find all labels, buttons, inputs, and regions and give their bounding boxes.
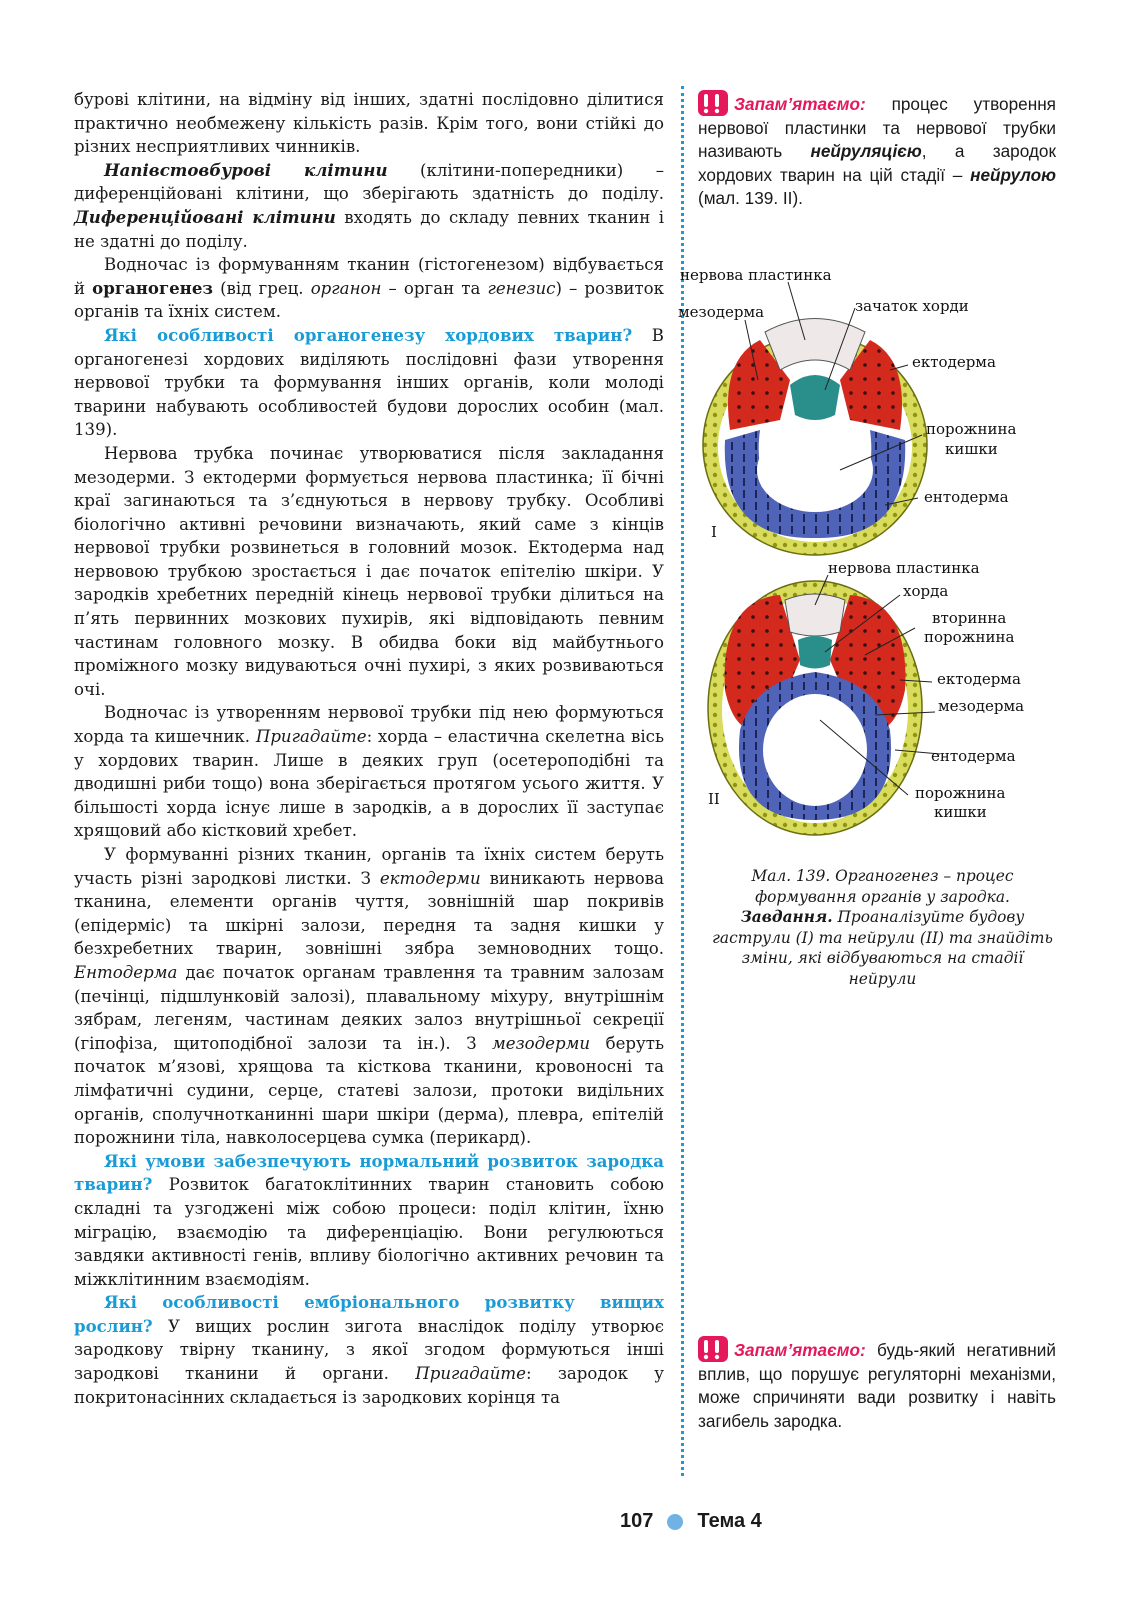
- text-run: дає початок органам травлення та травним залозам (печінці, підшлунковій залозі), плавальному міхуру, внутрішнім зябрам, легеням, частинам деяких залоз внутрішньої секреції (гіпофіза, щитоподібної залози та ін.). З: [74, 962, 664, 1053]
- main-text-column: [74, 88, 664, 1409]
- paragraph: [74, 843, 664, 1150]
- figure-caption: [710, 866, 1055, 990]
- text-run: В органогенезі хордових виділяють послідовні фази утворення нервової трубки та формування інших органів, коли молоді тварини набувають особливостей будови дорослих особин (мал. 139).: [74, 325, 664, 440]
- memo-label: Запам’ятаємо:: [734, 94, 866, 114]
- text-run: Нервова трубка починає утворюватися після закладання мезодерми. З ектодерми формується нервова пластинка; її бічні краї загинаються та з’єднуються в нервову трубку. Особливі біологічно активні речовини визначають, який саме з кінців нервової трубки розвинеться в головний мозок. Ектодерма над нервовою трубкою зростається і дає початок епітелію шкіри. У зародків хребетних передній кінець нервової трубки ділиться на п’ять первинних мозкових пухирів, які відповідають певним частинам головного мозку. В обидва боки від майбутнього проміжного мозку видуваються очні пухирі, з яких розвиваються очі.: [74, 443, 664, 699]
- label-endoderm-1: ентодерма: [924, 488, 1009, 506]
- label-gut-cavity-1b: кишки: [945, 440, 998, 458]
- text-ital: органон: [310, 278, 382, 298]
- text-run: процес утворення нервової пластинки та нервової трубки називають: [698, 94, 1056, 162]
- text-term: нейрулою: [970, 164, 1056, 185]
- memo-box-neurulation: [698, 90, 1056, 211]
- topic-label: Тема 4: [697, 1510, 762, 1532]
- label-gut-cavity-2b: кишки: [934, 803, 987, 821]
- text-bold: органогенез: [92, 277, 213, 298]
- text-run: (клітини-попередники) – диференційовані клітини, що зберігають здатність до поділу.: [74, 160, 664, 204]
- paragraph: [74, 1150, 664, 1292]
- label-notochord: хорда: [903, 582, 949, 600]
- text-run: У формуванні різних тканин, органів та їхніх систем беруть участь різні зародкові листки. З: [74, 845, 664, 888]
- text-run: (від грец.: [212, 278, 311, 298]
- gastrula-diagram: [703, 319, 927, 556]
- label-mesoderm-2: мезодерма: [938, 697, 1025, 715]
- label-numeral-II: II: [708, 790, 720, 808]
- text-ital: Пригадайте: [255, 727, 367, 747]
- text-term: Диференційовані клітини: [74, 206, 336, 227]
- text-run: У вищих рослин зигота внаслідок поділу утворює зародкову твірну тканину, з якої згодом формуються інші зародкові тканини й органи.: [74, 1316, 664, 1384]
- text-ital: ектодерми: [379, 868, 481, 888]
- text-run: бурові клітини, на відміну від інших, здатні послідовно ділитися практично необмежену кількість разів. Крім того, вони стійкі до різних несприятливих чинників.: [74, 90, 664, 157]
- paragraph: [74, 442, 664, 702]
- text-run: будь-який негативний вплив, що порушує регуляторні механізми, може спричиняти вади розвитку і навіть загибель зародка.: [698, 1340, 1056, 1431]
- label-ectoderm-1: ектодерма: [912, 353, 996, 371]
- text-run: Проаналізуйте будову гаструли (І) та нейрули (ІІ) та знайдіть зміни, які відбуваються на стадії нейрули: [712, 908, 1053, 988]
- label-secondary-cavity-b: порожнина: [924, 628, 1015, 646]
- text-term: Напівстовбурові клітини: [104, 159, 388, 180]
- text-ital: Пригадайте: [415, 1364, 526, 1384]
- text-ital: генезис: [487, 278, 556, 298]
- label-mesoderm-1: мезодерма: [678, 303, 765, 321]
- paragraph: [74, 701, 664, 843]
- text-ital: мезодерми: [492, 1033, 591, 1053]
- text-run: , а зародок хордових тварин на цій стадії –: [698, 141, 1057, 185]
- label-gut-cavity-2a: порожнина: [915, 784, 1006, 802]
- memo-box-negative-influence: [698, 1336, 1056, 1433]
- text-run: : зародок у покритонасінних складається із зародкових корінця та: [74, 1364, 664, 1407]
- paragraph: [74, 253, 664, 324]
- paragraph: [74, 88, 664, 159]
- text-bold: Завдання.: [740, 908, 833, 927]
- text-run: Мал. 139. Органогенез – процес формування органів у зародка.: [751, 867, 1014, 906]
- label-neural-plate-2: нервова пластинка: [828, 559, 980, 577]
- text-term: нейруляцією: [810, 141, 922, 162]
- paragraph: [74, 159, 664, 253]
- text-run: Водночас із утворенням нервової трубки під нею формуються хорда та кишечник.: [74, 703, 664, 747]
- memo-exclamation-icon: [698, 90, 728, 116]
- label-ectoderm-2: ектодерма: [937, 670, 1021, 688]
- dot-separator-icon: [667, 1514, 683, 1530]
- text-run: беруть початок м’язові, хрящова та кісткова тканини, кровоносні та лімфатичні судини, серце, статеві залози, протоки видільних органів, сполучнотканинні шари шкіри (дерма), плевра, епітелій порожнини тіла, навколосерцева сумка (перикард).: [74, 1033, 664, 1148]
- label-endoderm-2: ентодерма: [931, 747, 1016, 765]
- text-run: ) – розвиток органів та їхніх систем.: [74, 278, 664, 322]
- label-neural-plate-1: нервова пластинка: [680, 266, 832, 284]
- text-q: Які умови забезпечують нормальний розвиток зародка тварин?: [74, 1150, 664, 1195]
- text-q: Які особливості органогенезу хордових тварин?: [104, 324, 633, 345]
- text-run: Розвиток багатоклітинних тварин становить собою складні та узгоджені між собою процеси: поділ клітин, їхню міграцію, взаємодію та диференціацію. Вони регулюються завдяки активності генів, впливу біологічно активних речовин та міжклітинним взаємодіям.: [74, 1175, 664, 1289]
- label-notochord-primordium: зачаток хорди: [855, 297, 969, 315]
- text-run: Водночас із формуванням тканин (гістогенезом) відбувається й: [74, 255, 664, 298]
- text-run: входять до складу певних тканин і не здатні до поділу.: [74, 207, 665, 251]
- memo-exclamation-icon: [698, 1336, 728, 1362]
- text-q: Які особливості ембріонального розвитку вищих рослин?: [74, 1292, 664, 1336]
- label-secondary-cavity-a: вторинна: [932, 609, 1007, 627]
- page-footer: [620, 1510, 762, 1533]
- paragraph: [74, 324, 664, 442]
- text-run: – орган та: [381, 278, 488, 298]
- text-ital: Ентодерма: [74, 962, 178, 982]
- label-numeral-I: I: [711, 523, 717, 541]
- memo-label: Запам’ятаємо:: [734, 1340, 866, 1360]
- text-run: виникають нервова тканина, елементи органів чуття, зовнішній шар покривів (епідерміс) та шкірні залози, передня та задня кишки у безхребетних тварин, зовнішні зябра земноводних тощо.: [74, 868, 664, 959]
- paragraph: [74, 1291, 664, 1409]
- neurula-diagram: [708, 581, 922, 835]
- column-divider: [681, 86, 684, 1476]
- text-run: : хорда – еластична скелетна вісь у хордових тварин. Лише в деяких груп (осетероподібні та дводишні риби тощо) вона зберігається протягом усього життя. У більшості хорда існує лише в зародків, а в дорослих її заступає хрящовий або кістковий хребет.: [74, 727, 664, 841]
- text-run: (мал. 139. ІІ).: [698, 188, 803, 209]
- label-gut-cavity-1a: порожнина: [926, 420, 1017, 438]
- page-number: 107: [620, 1510, 654, 1532]
